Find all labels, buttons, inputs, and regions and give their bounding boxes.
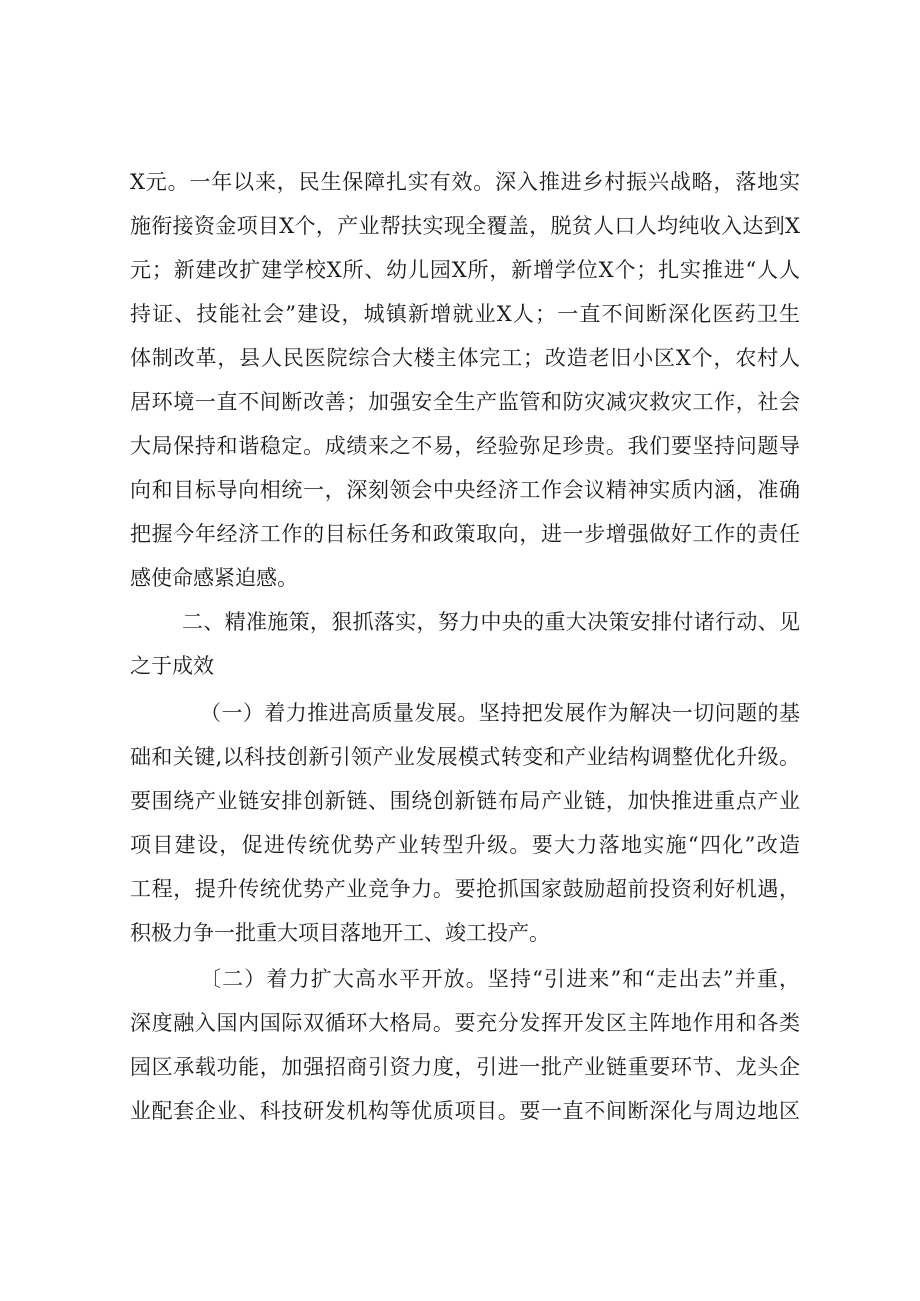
text-line: 持证、技能社会”建设，城镇新增就业X人；一直不间断深化医药卫生 [130, 302, 800, 326]
text-line: 居环境一直不间断改善；加强安全生产监管和防灾减灾救灾工作，社会 [130, 390, 800, 414]
text-line: 感使命感紧迫感。 [130, 566, 298, 590]
text-line: 工程，提升传统优势产业竞争力。要抢抓国家鼓励超前投资利好机遇， [130, 877, 800, 901]
text-line: 元；新建改扩建学校X所、幼儿园X所，新增学位X个；扎实推进“人人 [130, 258, 800, 282]
text-line: 项目建设，促进传统优势产业转型升级。要大力落地实施“四化”改造 [130, 833, 800, 857]
text-line: 深度融入国内国际双循环大格局。要充分发挥开发区主阵地作用和各类 [130, 1011, 800, 1035]
text-line: 业配套企业、科技研发机构等优质项目。要一直不间断深化与周边地区 [130, 1099, 800, 1123]
text-line: 把握今年经济工作的目标任务和政策取向，进一步增强做好工作的责任 [130, 522, 800, 546]
heading-line: 二、精准施策，狠抓落实，努力中央的重大决策安排付诸行动、见 [182, 610, 800, 634]
text-line: 积极力争一批重大项目落地开工、竣工投产。 [130, 921, 550, 945]
text-line: 要围绕产业链安排创新链、围绕创新链布局产业链，加快推进重点产业 [130, 789, 800, 813]
text-line: 园区承载功能，加强招商引资力度，引进一批产业链重要环节、龙头企 [130, 1055, 800, 1079]
text-line: 向和目标导向相统一，深刻领会中央经济工作会议精神实质内涵，准确 [130, 478, 800, 502]
text-line: 〔二）着力扩大高水平开放。坚持“引进来”和“走出去”并重， [200, 967, 800, 991]
text-line: 体制改革，县人民医院综合大楼主体完工；改造老旧小区X个，农村人 [130, 346, 800, 370]
text-line: 施衔接资金项目X个，产业帮扶实现全覆盖，脱贫人口人均纯收入达到X [130, 214, 800, 238]
text-line: 大局保持和谐稳定。成绩来之不易，经验弥足珍贵。我们要坚持问题导 [130, 434, 800, 458]
text-line: X元。一年以来，民生保障扎实有效。深入推进乡村振兴战略，落地实 [130, 170, 800, 194]
heading-line: 之于成效 [130, 654, 214, 678]
text-line: （一）着力推进高质量发展。坚持把发展作为解决一切问题的基 [200, 701, 800, 725]
text-line: 础和关键,以科技创新引领产业发展模式转变和产业结构调整优化升级。 [130, 745, 800, 769]
